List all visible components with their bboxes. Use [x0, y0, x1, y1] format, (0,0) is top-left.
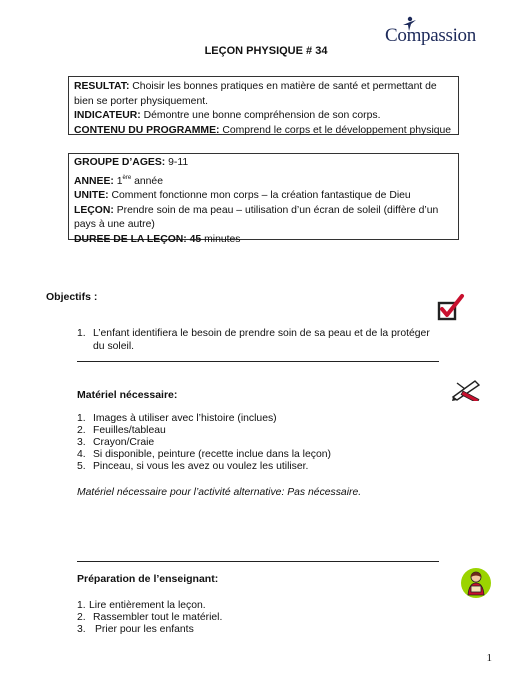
- pencil-crayon-icon: [451, 377, 483, 401]
- resultat-line: RESULTAT: Choisir les bonnes pratiques en matière de santé et permettant de bien se porter physiquement.: [74, 81, 437, 107]
- duree-line: DUREE DE LA LEÇON: 45 minutes: [74, 233, 241, 245]
- materiel-list: [77, 412, 437, 472]
- lecon-line: LEÇON: Prendre soin de ma peau – utilisation d’un écran de soleil (diffère d’un pays à une autre): [74, 204, 439, 231]
- list-item: 3. Crayon/Craie: [77, 437, 155, 448]
- checkbox-check-icon: [437, 293, 465, 323]
- page-number: 1: [486, 652, 492, 664]
- annee-line: ANNEE: 1ère année: [74, 174, 163, 187]
- groupe-line: GROUPE D’AGES: 9-11: [74, 157, 189, 168]
- materiel-heading: Matériel nécessaire:: [77, 389, 178, 401]
- indicateur-line: INDICATEUR: Démontre une bonne compréhension de son corps.: [74, 110, 381, 122]
- outcome-box: [68, 76, 459, 135]
- list-item: 4. Si disponible, peinture (recette inclue dans la leçon): [77, 449, 331, 460]
- objectifs-list: [77, 327, 437, 353]
- logo-wordmark: Compassion: [385, 25, 476, 46]
- preparation-list: [77, 599, 437, 635]
- objectifs-heading: Objectifs :: [46, 291, 98, 303]
- teacher-reading-icon: [459, 566, 493, 600]
- list-item: 2. Feuilles/tableau: [77, 425, 166, 436]
- lesson-title: LEÇON PHYSIQUE # 34: [204, 45, 328, 57]
- list-item: 3. Prier pour les enfants: [77, 624, 194, 635]
- divider: [77, 361, 439, 362]
- materiel-alternative: Matériel nécessaire pour l’activité alternative: Pas nécessaire.: [77, 487, 362, 498]
- list-item: 1. Lire entièrement la leçon.: [77, 600, 206, 611]
- list-item: 1. Images à utiliser avec l’histoire (inclues): [77, 413, 277, 424]
- contenu-line: CONTENU DU PROGRAMME: Comprend le corps et le développement physique: [74, 124, 452, 136]
- preparation-heading: Préparation de l’enseignant:: [77, 573, 219, 585]
- list-item: 2. Rassembler tout le matériel.: [77, 612, 223, 623]
- list-item: 5. Pinceau, si vous les avez ou voulez les utiliser.: [77, 461, 309, 472]
- list-item: 1. L’enfant identifiera le besoin de prendre soin de sa peau et de la protéger du soleil.: [77, 328, 430, 352]
- divider: [77, 561, 439, 562]
- unite-line: UNITE: Comment fonctionne mon corps – la création fantastique de Dieu: [74, 190, 411, 202]
- lesson-info-box: [68, 153, 459, 245]
